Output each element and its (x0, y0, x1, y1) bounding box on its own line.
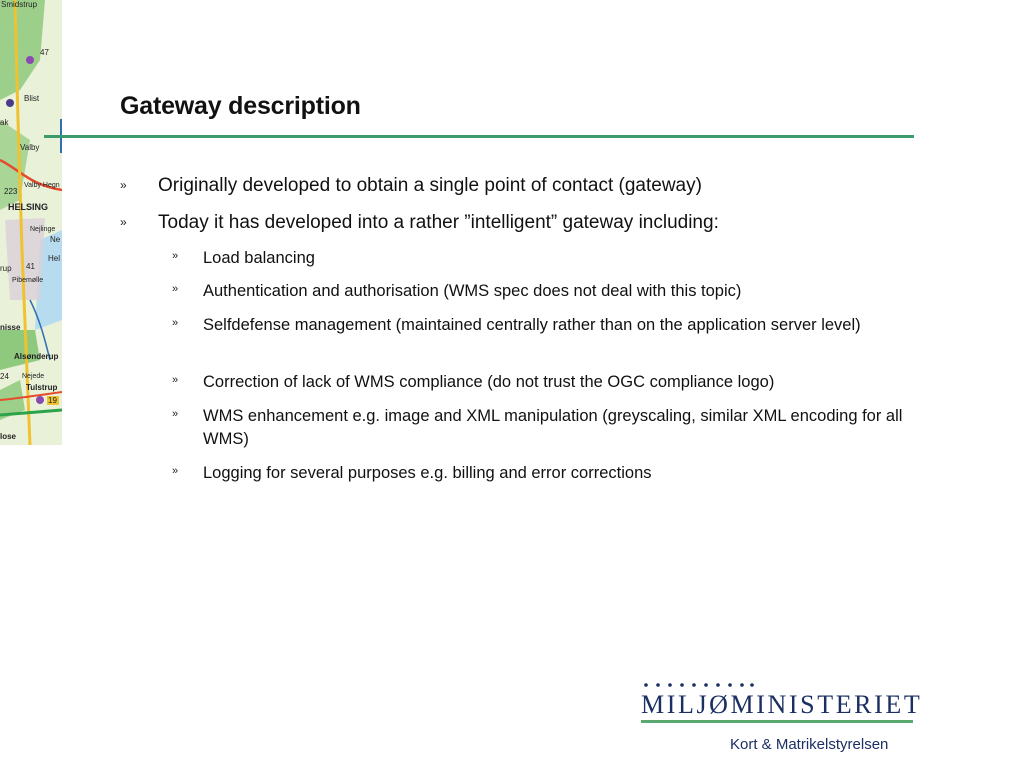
map-place-label: Valby (20, 143, 40, 152)
map-place-label: Blist (24, 94, 40, 103)
bullet-text: Correction of lack of WMS compliance (do not trust the OGC compliance logo) (203, 373, 775, 391)
bullet-marker: » (172, 283, 179, 295)
map-place-label: HELSING (8, 202, 49, 212)
map-place-label: Pibemølle (12, 277, 44, 284)
ministry-logo-text: MILJØMINISTERIET (641, 690, 923, 719)
bullet-marker: » (172, 465, 179, 477)
agency-name: Kort & Matrikelstyrelsen (730, 736, 889, 753)
map-place-label: Alsønderup (14, 352, 59, 361)
logo-dots-decoration (643, 682, 755, 688)
bullet-marker: » (172, 250, 179, 262)
bullet-text: Selfdefense management (maintained centrally rather than on the application server level) (203, 316, 861, 334)
map-place-label: Valby Hegn (24, 182, 60, 189)
bullet-marker: » (172, 374, 179, 386)
map-place-label: Nejlinge (30, 226, 56, 233)
bullet-marker: » (172, 408, 179, 420)
map-place-label: Ne (50, 235, 61, 244)
map-place-label: Hel (48, 254, 61, 263)
map-place-label: ak (0, 118, 9, 127)
map-strip-image (0, 0, 62, 445)
title-rule (44, 135, 914, 138)
bullet-marker: » (172, 317, 179, 329)
bullet-text: WMS enhancement e.g. image and XML manipulation (greyscaling, similar XML encoding for all WMS) (203, 407, 903, 448)
logo-rule (641, 720, 913, 723)
bullet-text: Load balancing (203, 249, 315, 267)
bullet-text: Logging for several purposes e.g. billing and error corrections (203, 464, 652, 482)
map-place-label: nisse (0, 323, 21, 332)
map-road-number: 47 (40, 48, 49, 57)
bullet-text: Today it has developed into a rather ”intelligent” gateway including: (158, 212, 719, 233)
slide-title: Gateway description (120, 92, 361, 120)
map-place-label: Tulstrup (26, 383, 58, 392)
map-place-label: lose (0, 432, 17, 441)
bullet-marker: » (120, 215, 127, 229)
map-road-number: 19 (48, 396, 57, 405)
map-road-number: 24 (0, 372, 9, 381)
map-place-label: rup (0, 264, 12, 273)
map-place-label: Nejede (22, 373, 45, 380)
bullet-marker: » (120, 178, 127, 192)
bullet-text: Originally developed to obtain a single point of contact (gateway) (158, 175, 702, 196)
map-road-number: 223 (4, 187, 18, 196)
map-road-number: 41 (26, 262, 35, 271)
bullet-text: Authentication and authorisation (WMS spec does not deal with this topic) (203, 282, 742, 300)
map-place-label: Smidstrup (1, 0, 38, 9)
